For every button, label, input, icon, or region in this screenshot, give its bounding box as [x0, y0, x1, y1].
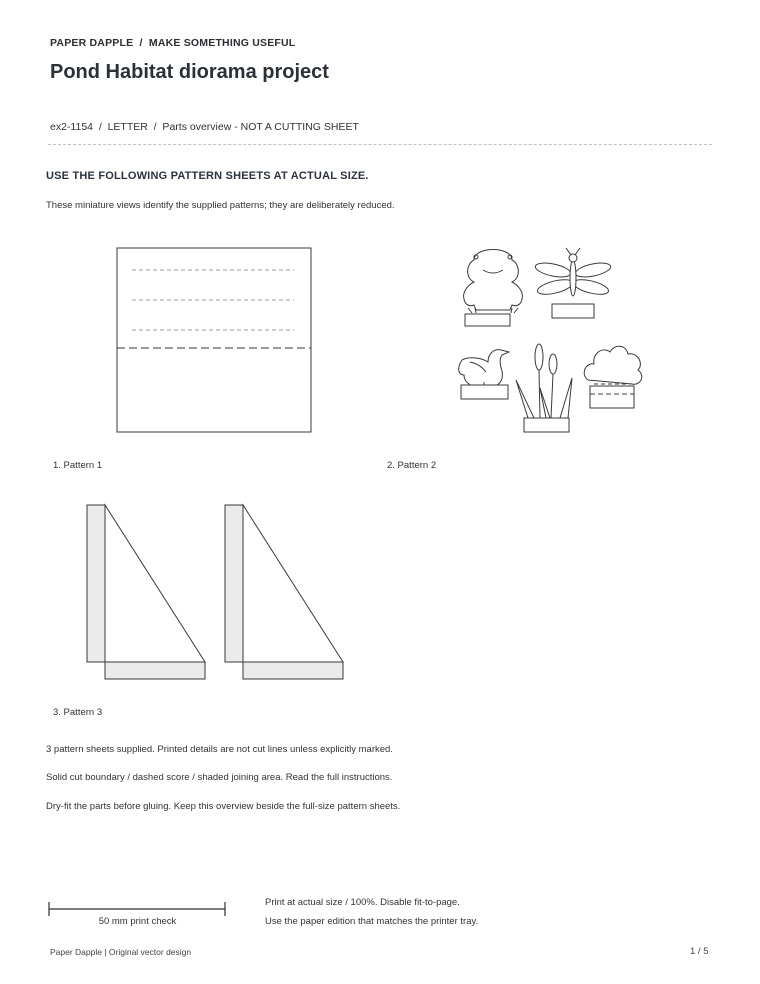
document-meta: ex2-1154 / LETTER / Parts overview - NOT A CUTTING SHEET	[50, 121, 359, 133]
footer-credit: Paper Dapple | Original vector design	[50, 947, 192, 957]
pattern-3-caption: 3. Pattern 3	[53, 707, 103, 718]
print-instruction-2: Use the paper edition that matches the printer tray.	[265, 916, 479, 927]
scale-bar-label: 50 mm print check	[98, 916, 177, 927]
note-line-legend: Solid cut boundary / dashed score / shaded joining area. Read the full instructions.	[46, 772, 393, 783]
intro-text: These miniature views identify the supplied patterns; they are deliberately reduced.	[46, 200, 395, 211]
note-sheets-supplied: 3 pattern sheets supplied. Printed details are not cut lines unless explicitly marked.	[46, 744, 393, 755]
brand-line: PAPER DAPPLE / MAKE SOMETHING USEFUL	[50, 37, 296, 49]
page-number: 1 / 5	[690, 946, 709, 957]
section-heading: USE THE FOLLOWING PATTERN SHEETS AT ACTUAL SIZE.	[46, 170, 369, 182]
page-title: Pond Habitat diorama project	[50, 61, 329, 83]
pattern-1-caption: 1. Pattern 1	[53, 460, 103, 471]
note-dry-fit: Dry-fit the parts before gluing. Keep this overview beside the full-size pattern sheets.	[46, 801, 401, 812]
print-instruction-1: Print at actual size / 100%. Disable fit-to-page.	[265, 897, 460, 908]
pattern-2-caption: 2. Pattern 2	[387, 460, 437, 471]
